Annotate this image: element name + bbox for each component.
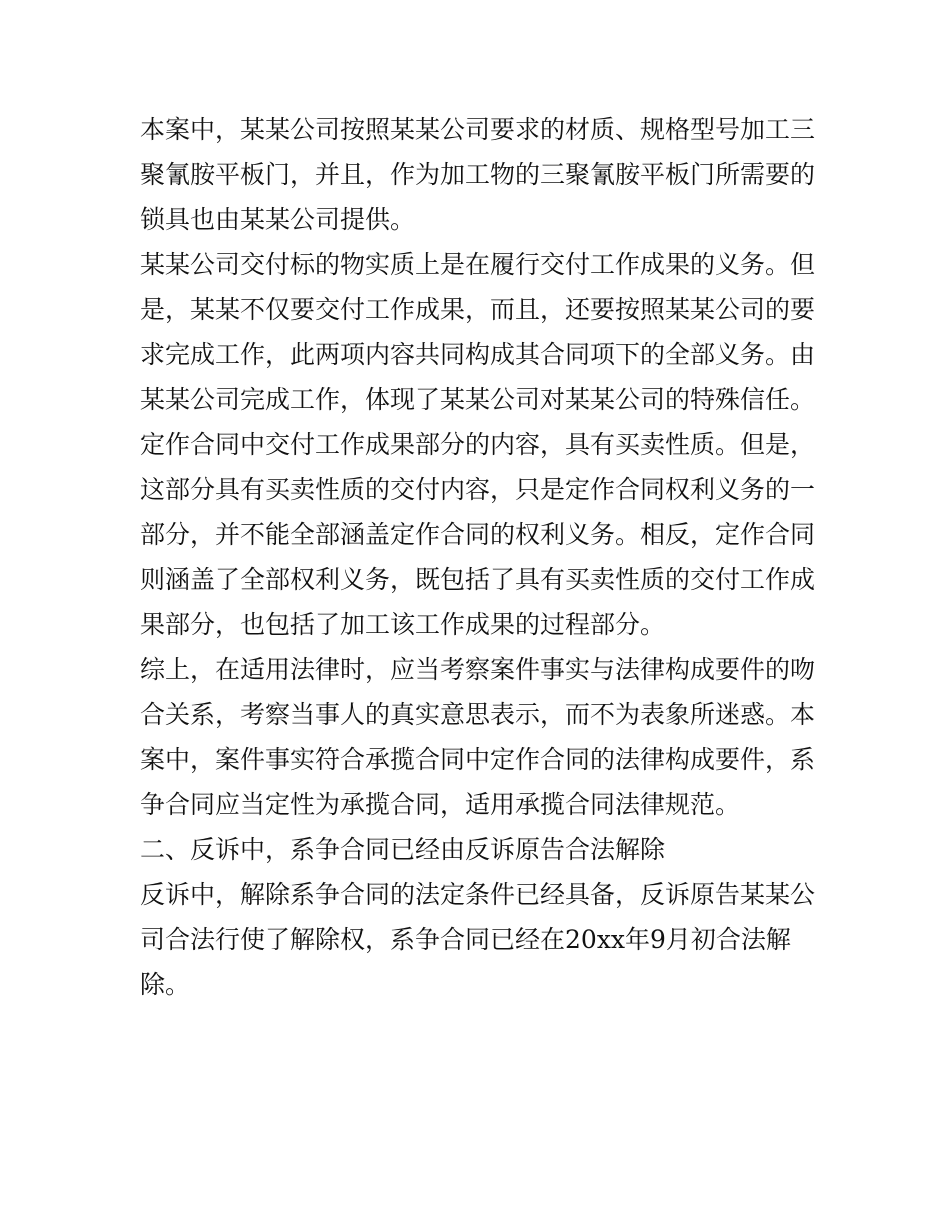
text-line: 反诉中，解除系争合同的法定条件已经具备，反诉原告某某公 [140,880,816,909]
text-line: 案中，案件事实符合承揽合同中定作合同的法律构成要件，系 [140,745,816,774]
text-line: 这部分具有买卖性质的交付内容，只是定作合同权利义务的一 [140,475,816,504]
text-line: 某某公司完成工作，体现了某某公司对某某公司的特殊信任。 [140,385,816,414]
text-line: 综上，在适用法律时，应当考察案件事实与法律构成要件的吻 [140,655,816,684]
text-line: 则涵盖了全部权利义务，既包括了具有买卖性质的交付工作成 [140,565,816,594]
text-line: 某某公司交付标的物实质上是在履行交付工作成果的义务。但 [140,250,816,279]
text-line: 部分，并不能全部涵盖定作合同的权利义务。相反，定作合同 [140,520,816,549]
text-line: 司合法行使了解除权，系争合同已经在20xx年9月初合法解 [140,925,791,954]
text-line: 是，某某不仅要交付工作成果，而且，还要按照某某公司的要 [140,295,816,324]
text-line: 除。 [140,970,191,999]
text-line: 求完成工作，此两项内容共同构成其合同项下的全部义务。由 [140,340,816,369]
text-line: 合关系，考察当事人的真实意思表示，而不为表象所迷惑。本 [140,700,816,729]
text-line: 争合同应当定性为承揽合同，适用承揽合同法律规范。 [140,790,741,819]
text-line: 锁具也由某某公司提供。 [140,205,416,234]
text-line: 聚氰胺平板门，并且，作为加工物的三聚氰胺平板门所需要的 [140,160,816,189]
section-heading: 二、反诉中，系争合同已经由反诉原告合法解除 [140,835,666,864]
document-body [140,107,816,1007]
text-line: 定作合同中交付工作成果部分的内容，具有买卖性质。但是， [140,430,816,459]
text-line: 果部分，也包括了加工该工作成果的过程部分。 [140,610,666,639]
text-line: 本案中，某某公司按照某某公司要求的材质、规格型号加工三 [140,115,816,144]
